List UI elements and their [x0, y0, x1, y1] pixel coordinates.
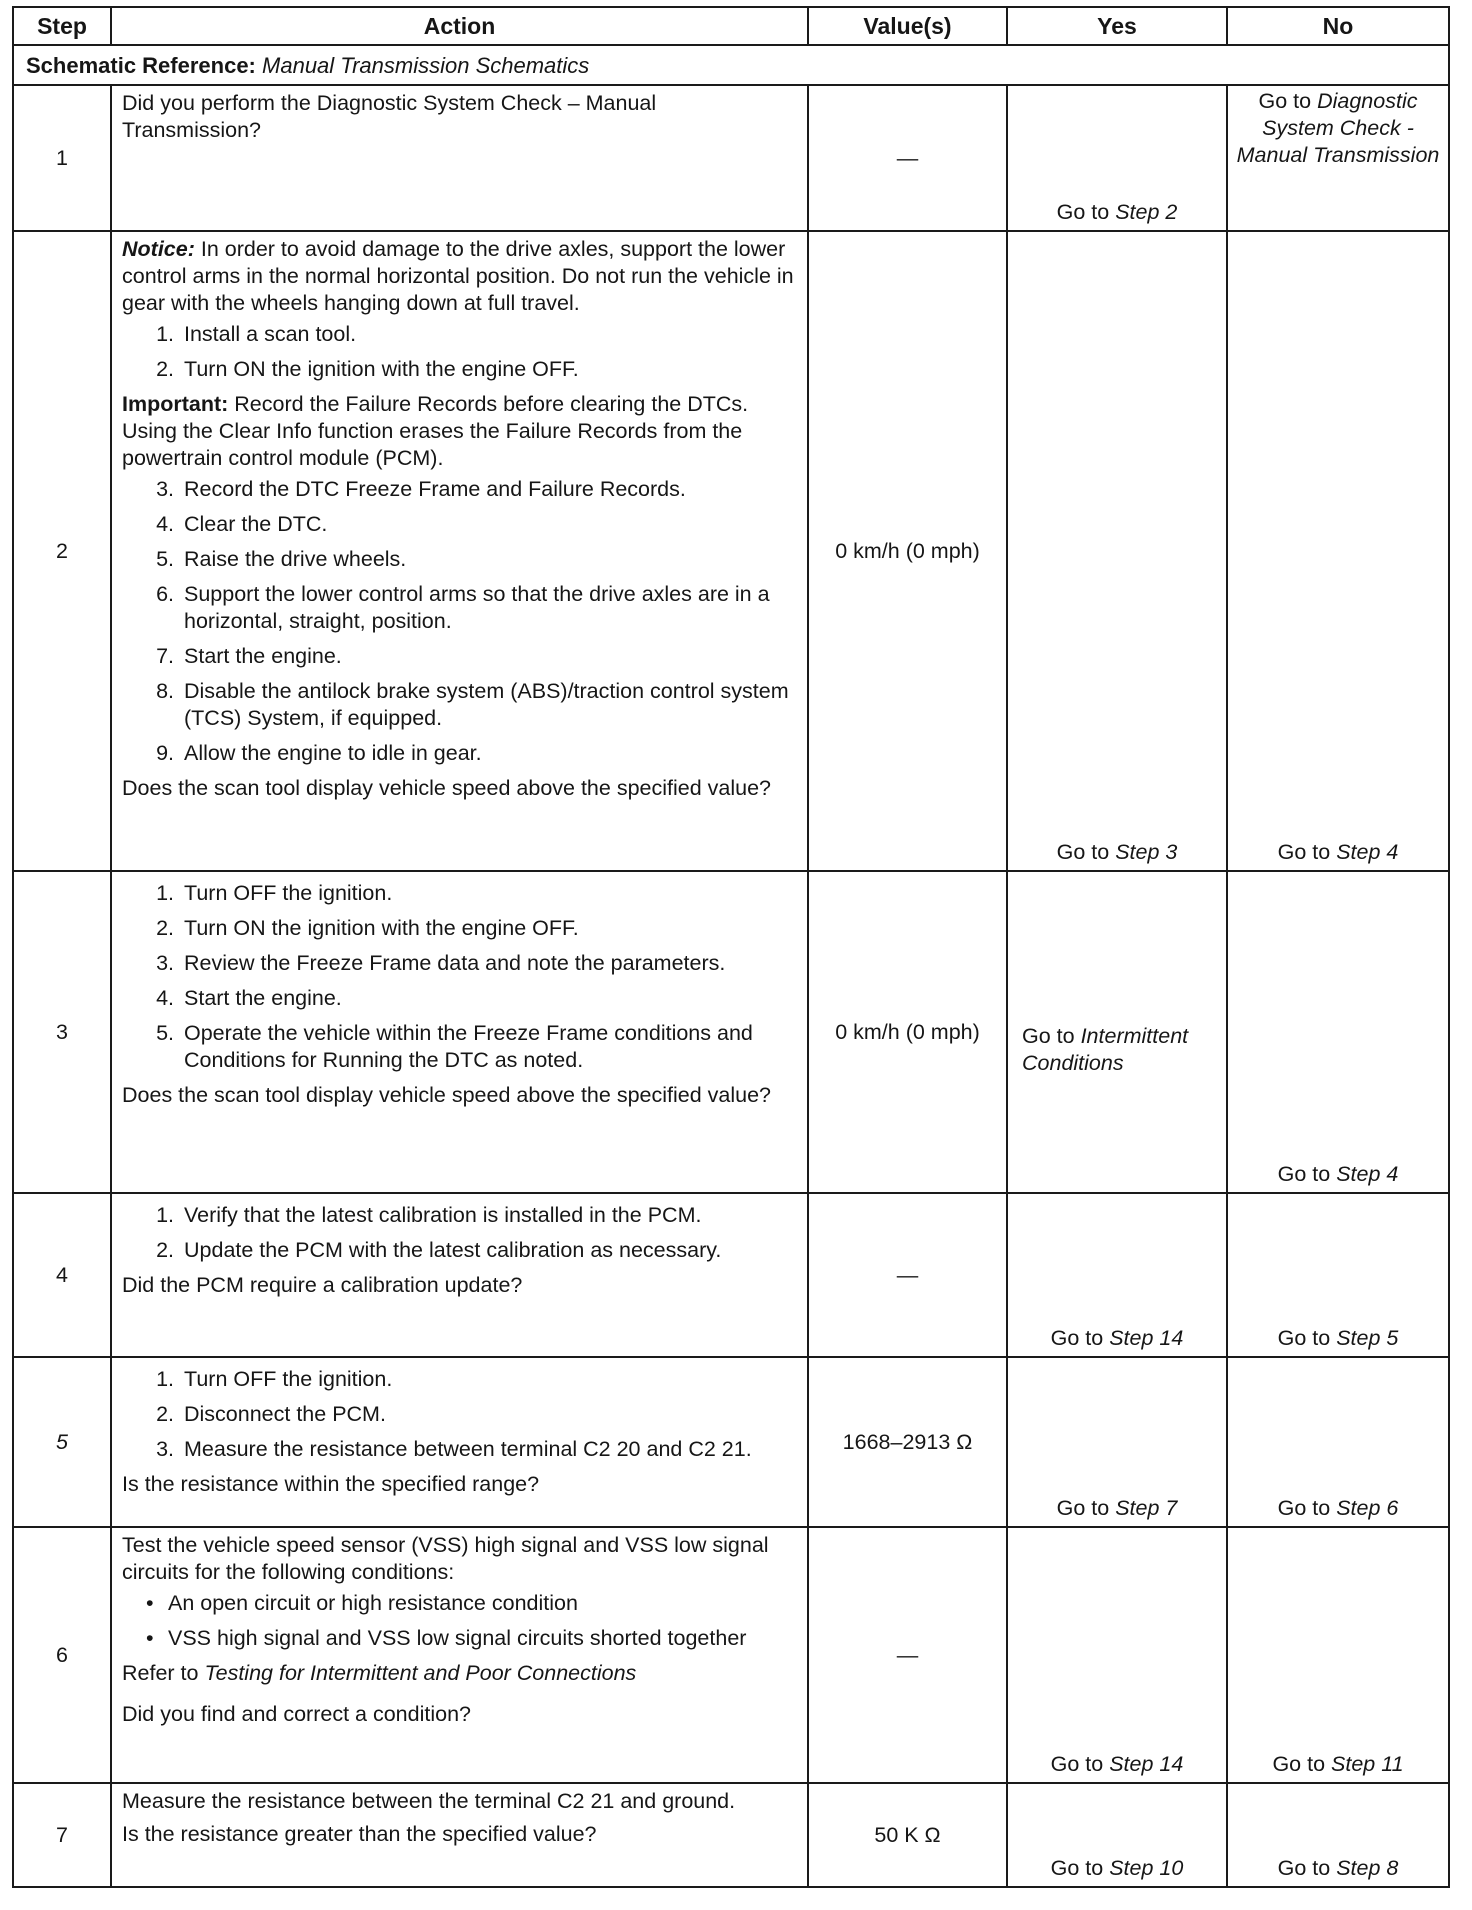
step-no — [1227, 1783, 1449, 1887]
condition-list — [122, 1590, 795, 1652]
notice-paragraph — [122, 236, 795, 317]
table-row — [13, 1357, 1449, 1527]
list-item: 8. Disable the antilock brake system (ABS)/traction control system (TCS) System, if equipped. — [180, 678, 795, 732]
list-item: 3. Record the DTC Freeze Frame and Failure Records. — [180, 476, 795, 503]
step-question: Did the PCM require a calibration update? — [122, 1273, 523, 1297]
step-action — [111, 231, 808, 871]
no-link[interactable]: Diagnostic System Check - Manual Transmission — [1236, 89, 1440, 167]
step-question: Is the resistance within the specified range? — [122, 1472, 540, 1496]
table-row — [13, 1527, 1449, 1783]
yes-link[interactable]: Step 3 — [1115, 840, 1178, 864]
step-number: 2 — [13, 231, 111, 871]
step-text: Measure the resistance between the terminal C2 21 and ground. — [122, 1789, 736, 1813]
table-row — [13, 1193, 1449, 1357]
step-number-text: 5 — [56, 1429, 68, 1454]
step-number: 1 — [13, 85, 111, 231]
yes-link[interactable]: Intermittent Conditions — [1022, 1024, 1189, 1075]
yes-link[interactable]: Step 7 — [1115, 1496, 1178, 1520]
important-label: Important: — [122, 392, 229, 416]
goto-label: Go to — [1277, 1856, 1331, 1880]
step-yes — [1007, 871, 1227, 1193]
list-item: 2. Disconnect the PCM. — [180, 1401, 795, 1428]
list-item: 6. Support the lower control arms so that the drive axles are in a horizontal, straight, position. — [180, 581, 795, 635]
step-list — [122, 476, 795, 767]
step-list — [122, 1202, 795, 1264]
step-value: — — [808, 1193, 1007, 1357]
step-action — [111, 1783, 808, 1887]
header-row — [13, 7, 1449, 45]
no-link[interactable]: Step 6 — [1336, 1496, 1399, 1520]
goto-label: Go to — [1258, 89, 1312, 113]
step-no — [1227, 231, 1449, 871]
refer-label: Refer to — [122, 1661, 199, 1685]
step-yes — [1007, 1527, 1227, 1783]
step-value: — — [808, 85, 1007, 231]
list-item: 3. Review the Freeze Frame data and note the parameters. — [180, 950, 795, 977]
step-question: Is the resistance greater than the specified value? — [122, 1822, 597, 1846]
step-no — [1227, 1193, 1449, 1357]
header-step: Step — [13, 7, 111, 45]
step-yes — [1007, 1193, 1227, 1357]
list-item: 3. Measure the resistance between terminal C2 20 and C2 21. — [180, 1436, 795, 1463]
no-link[interactable]: Step 11 — [1331, 1752, 1404, 1776]
table-row — [13, 85, 1449, 231]
step-no — [1227, 85, 1449, 231]
table-row — [13, 871, 1449, 1193]
step-action — [111, 1193, 808, 1357]
list-item: 5. Operate the vehicle within the Freeze Frame conditions and Conditions for Running the DTC as noted. — [180, 1020, 795, 1074]
list-item: • VSS high signal and VSS low signal circuits shorted together — [168, 1625, 795, 1652]
important-paragraph — [122, 391, 795, 472]
step-no — [1227, 871, 1449, 1193]
step-value: 0 km/h (0 mph) — [808, 231, 1007, 871]
goto-label: Go to — [1277, 1326, 1331, 1350]
step-value: — — [808, 1527, 1007, 1783]
no-link[interactable]: Step 4 — [1336, 1162, 1399, 1186]
list-item: 2. Turn ON the ignition with the engine OFF. — [180, 915, 795, 942]
step-question: Did you perform the Diagnostic System Check – Manual Transmission? — [122, 91, 657, 142]
step-value: 50 K Ω — [808, 1783, 1007, 1887]
list-item: 7. Start the engine. — [180, 643, 795, 670]
header-no: No — [1227, 7, 1449, 45]
step-action — [111, 1527, 808, 1783]
goto-label: Go to — [1050, 1856, 1104, 1880]
no-link[interactable]: Step 5 — [1336, 1326, 1399, 1350]
goto-label: Go to — [1277, 1496, 1331, 1520]
step-action — [111, 1357, 808, 1527]
notice-label: Notice: — [122, 237, 195, 261]
refer-paragraph — [122, 1660, 795, 1687]
step-number: 6 — [13, 1527, 111, 1783]
list-item: 4. Start the engine. — [180, 985, 795, 1012]
diagnostic-table — [12, 6, 1450, 1888]
step-number: 7 — [13, 1783, 111, 1887]
goto-label: Go to — [1056, 840, 1110, 864]
step-yes — [1007, 1783, 1227, 1887]
step-number — [13, 1357, 111, 1527]
table-row — [13, 231, 1449, 871]
list-item: 2. Turn ON the ignition with the engine OFF. — [180, 356, 795, 383]
goto-label: Go to — [1277, 1162, 1331, 1186]
step-yes — [1007, 1357, 1227, 1527]
yes-link[interactable]: Step 2 — [1115, 200, 1178, 224]
step-value: 1668–2913 Ω — [808, 1357, 1007, 1527]
step-intro: Test the vehicle speed sensor (VSS) high signal and VSS low signal circuits for the following conditions: — [122, 1533, 769, 1584]
list-item: 1. Turn OFF the ignition. — [180, 880, 795, 907]
goto-label: Go to — [1022, 1024, 1075, 1048]
list-item: 1. Verify that the latest calibration is installed in the PCM. — [180, 1202, 795, 1229]
goto-label: Go to — [1050, 1752, 1104, 1776]
step-yes — [1007, 85, 1227, 231]
important-text: Record the Failure Records before clearing the DTCs. Using the Clear Info function erases the Failure Records from the powertrain control module (PCM). — [122, 392, 749, 470]
step-question: Does the scan tool display vehicle speed above the specified value? — [122, 776, 771, 800]
list-item: 5. Raise the drive wheels. — [180, 546, 795, 573]
step-no — [1227, 1357, 1449, 1527]
list-item: 4. Clear the DTC. — [180, 511, 795, 538]
step-list — [122, 321, 795, 383]
step-yes — [1007, 231, 1227, 871]
header-values: Value(s) — [808, 7, 1007, 45]
step-list — [122, 1366, 795, 1463]
schematic-link[interactable]: Manual Transmission Schematics — [262, 52, 590, 78]
yes-link[interactable]: Step 14 — [1109, 1326, 1184, 1350]
step-no — [1227, 1527, 1449, 1783]
notice-text: In order to avoid damage to the drive axles, support the lower control arms in the normal horizontal position. Do not run the vehicle in gear with the wheels hanging down at full travel. — [122, 237, 794, 315]
table-row — [13, 1783, 1449, 1887]
list-item: 1. Turn OFF the ignition. — [180, 1366, 795, 1393]
step-number: 4 — [13, 1193, 111, 1357]
list-item: 9. Allow the engine to idle in gear. — [180, 740, 795, 767]
header-yes: Yes — [1007, 7, 1227, 45]
header-action: Action — [111, 7, 808, 45]
step-number: 3 — [13, 871, 111, 1193]
goto-label: Go to — [1277, 840, 1331, 864]
step-value: 0 km/h (0 mph) — [808, 871, 1007, 1193]
step-question: Does the scan tool display vehicle speed above the specified value? — [122, 1083, 771, 1107]
refer-link[interactable]: Testing for Intermittent and Poor Connections — [204, 1661, 637, 1685]
step-action — [111, 85, 808, 231]
goto-label: Go to — [1272, 1752, 1326, 1776]
list-item: 1. Install a scan tool. — [180, 321, 795, 348]
goto-label: Go to — [1056, 200, 1110, 224]
step-question: Did you find and correct a condition? — [122, 1702, 471, 1726]
no-link[interactable]: Step 4 — [1336, 840, 1399, 864]
goto-label: Go to — [1050, 1326, 1104, 1350]
goto-label: Go to — [1056, 1496, 1110, 1520]
schematic-reference — [13, 45, 1449, 85]
schematic-label: Schematic Reference: — [26, 52, 256, 78]
no-link[interactable]: Step 8 — [1336, 1856, 1399, 1880]
step-action — [111, 871, 808, 1193]
yes-link[interactable]: Step 10 — [1109, 1856, 1184, 1880]
list-item: • An open circuit or high resistance condition — [168, 1590, 795, 1617]
list-item: 2. Update the PCM with the latest calibration as necessary. — [180, 1237, 795, 1264]
step-list — [122, 880, 795, 1074]
yes-link[interactable]: Step 14 — [1109, 1752, 1184, 1776]
schematic-row — [13, 45, 1449, 85]
